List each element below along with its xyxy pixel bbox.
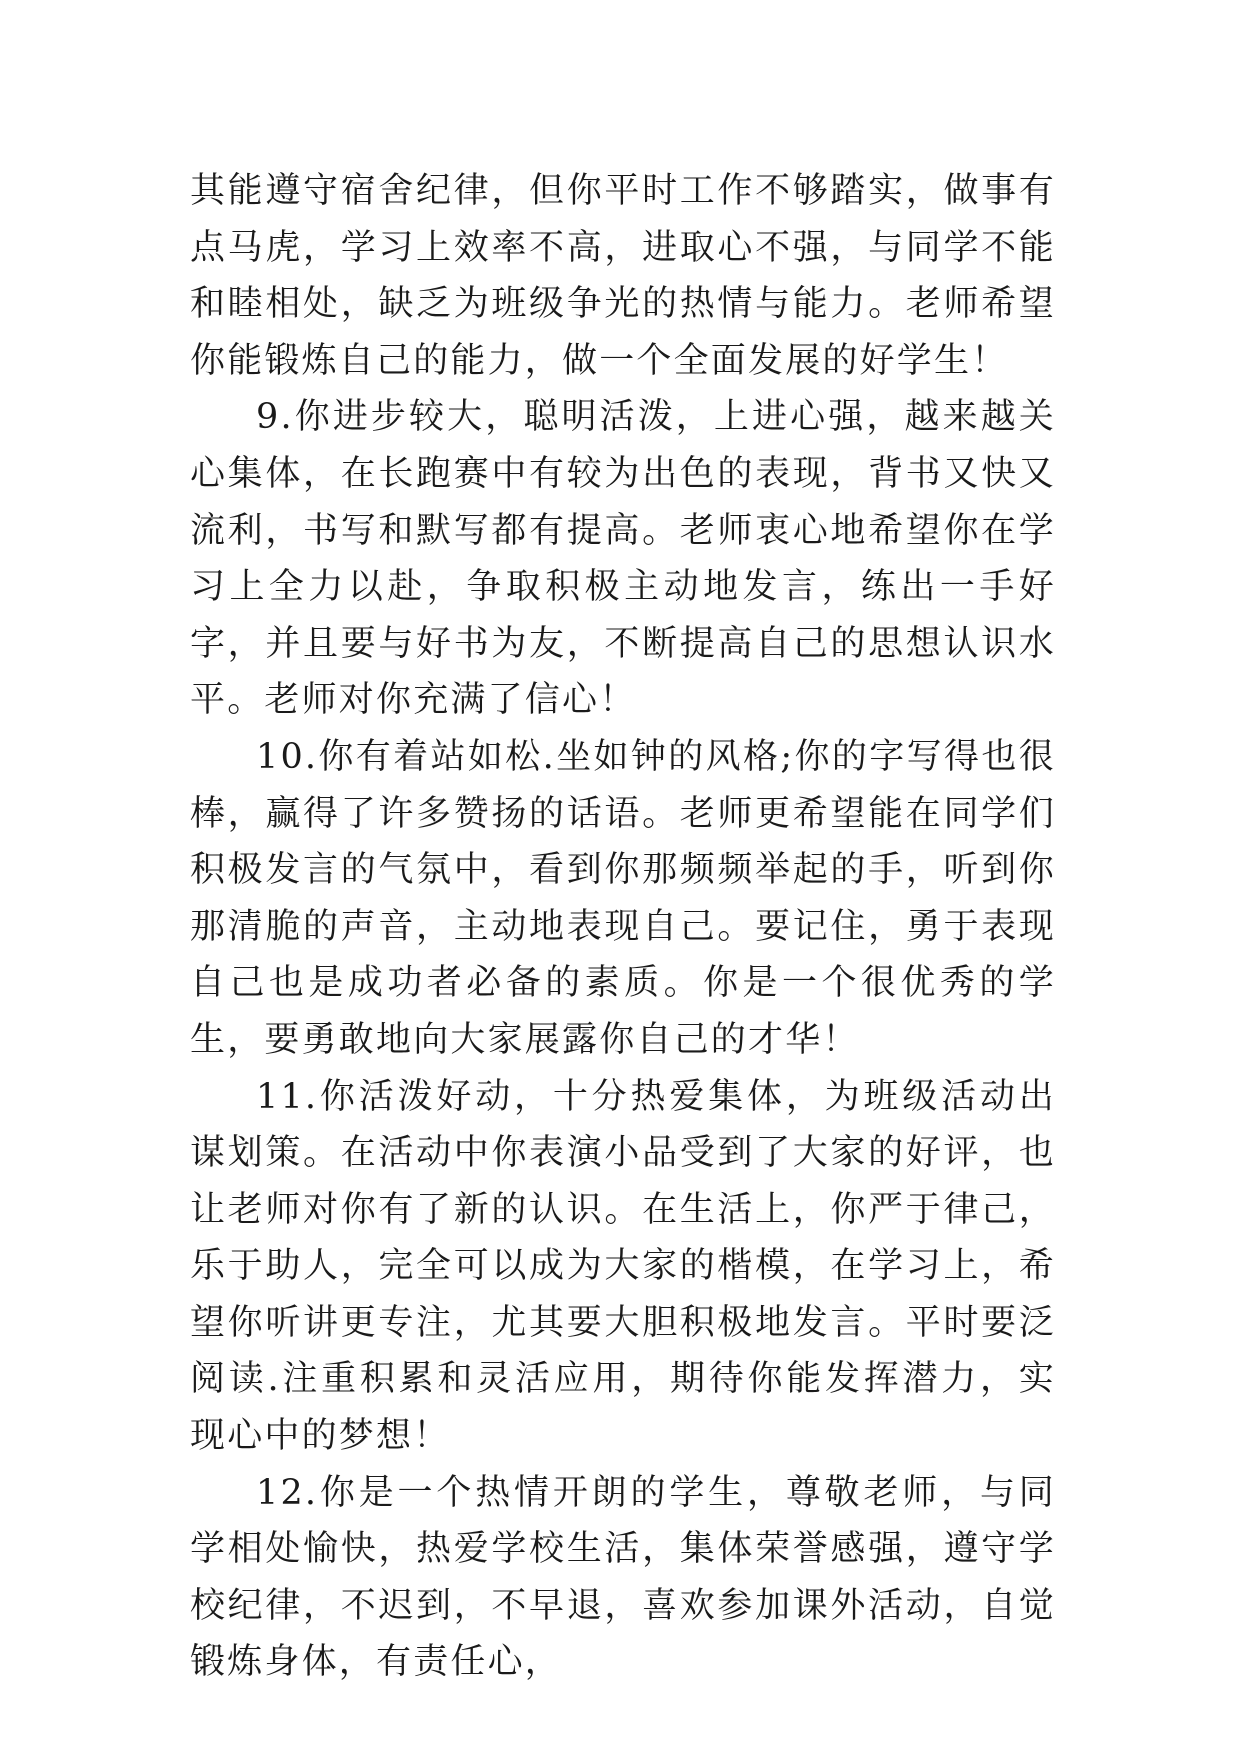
document-body [190, 163, 1056, 1691]
paragraph-comment-9: 9.你进步较大，聪明活泼，上进心强，越来越关心集体，在长跑赛中有较为出色的表现，背书又快又流利，书写和默写都有提高。老师衷心地希望你在学习上全力以赴，争取积极主动地发言，练出一手好字，并且要与好书为友，不断提高自己的思想认识水平。老师对你充满了信心！ [190, 397, 1056, 721]
paragraph-comment-10: 10.你有着站如松.坐如钟的风格;你的字写得也很棒，赢得了许多赞扬的话语。老师更希望能在同学们积极发言的气氛中，看到你那频频举起的手，听到你那清脆的声音，主动地表现自己。要记住，勇于表现自己也是成功者必备的素质。你是一个很优秀的学生，要勇敢地向大家展露你自己的才华！ [190, 736, 1056, 1060]
paragraph-continuation: 其能遵守宿舍纪律，但你平时工作不够踏实，做事有点马虎，学习上效率不高，进取心不强，与同学不能和睦相处，缺乏为班级争光的热情与能力。老师希望你能锻炼自己的能力，做一个全面发展的好学生！ [190, 171, 1056, 381]
paragraph-comment-11: 11.你活泼好动，十分热爱集体，为班级活动出谋划策。在活动中你表演小品受到了大家的好评，也让老师对你有了新的认识。在生活上，你严于律己，乐于助人，完全可以成为大家的楷模，在学习上，希望你听讲更专注，尤其要大胆积极地发言。平时要泛阅读.注重积累和灵活应用，期待你能发挥潜力，实现心中的梦想！ [190, 1076, 1056, 1457]
paragraph-comment-12: 12.你是一个热情开朗的学生，尊敬老师，与同学相处愉快，热爱学校生活，集体荣誉感强，遵守学校纪律，不迟到，不早退，喜欢参加课外活动，自觉锻炼身体，有责任心， [190, 1472, 1056, 1683]
